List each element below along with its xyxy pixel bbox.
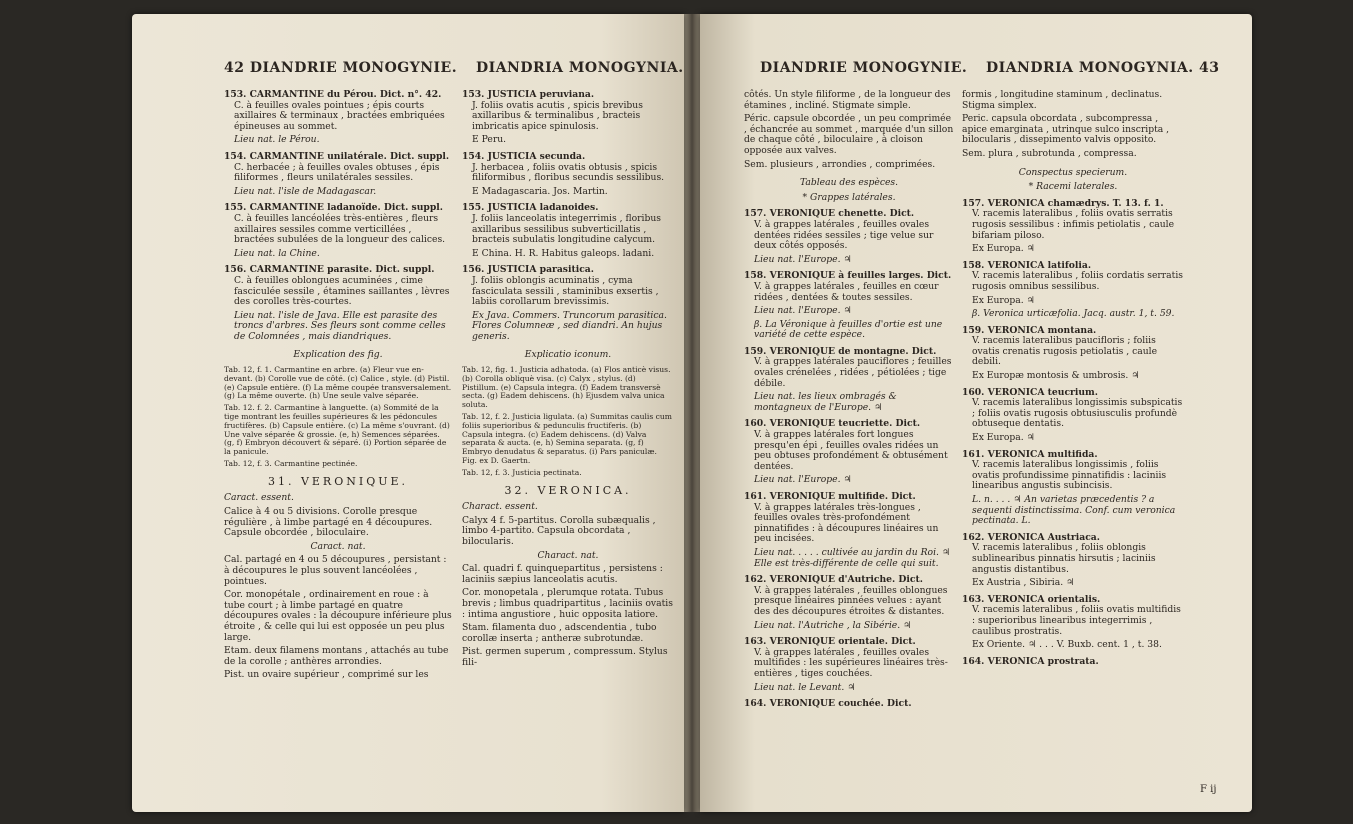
entry-habitat: E Peru. <box>472 134 507 146</box>
entry-description: V. racemis lateralibus longissimis subspicatis ; foliis ovatis rugosis obtusiusculis profundè obtuseque dentatis. <box>972 397 1183 430</box>
entry-description: V. à grappes latérales fort longues presqu'en épi , feuilles ovales ridées un peu obtuses profondément & obtusément dentées. <box>754 429 948 472</box>
entry-habitat: Ex Europa. ♃ <box>972 432 1035 444</box>
entry-variety: β. Veronica urticæfolia. Jacq. austr. 1, t. 59. <box>972 308 1175 320</box>
entry-habitat: Lieu nat. l'Europe. ♃ <box>754 305 852 317</box>
entry-habitat: Lieu nat. l'Europe. ♃ <box>754 474 852 486</box>
left-page-header-right: DIANDRIA MONOGYNIA. <box>476 60 684 76</box>
entry-habitat: Lieu nat. le Pérou. <box>234 134 320 146</box>
pistil-text: Pist. un ovaire supérieur , comprimé sur les <box>224 669 429 681</box>
figure-explanation: Tab. 12. f. 2. Carmantine à languette. (a) Sommité de la tige montrant les feuilles supérieures & les pédoncules fructifères. (b) Capsule entière. (c) La même s'ouvrant. (d) Une valve séparée & grossie. (e, h) Semences séparées. (g, f) Embryon découvert & séparé. (i) Portion séparée de la panicule. <box>224 403 450 457</box>
entry-heading: 158. VERONIQUE à feuilles larges. Dict. <box>744 270 952 282</box>
entry-heading: 155. CARMANTINE ladanoïde. Dict. suppl. <box>224 202 443 214</box>
pistil-continuation: côtés. Un style filiforme , de la longueur des étamines , incliné. Stigmate simple. <box>744 89 951 111</box>
entry-heading: 161. VERONICA multifida. <box>962 448 1098 460</box>
entry-description: V. à grappes latérales , feuilles ovales multifides : les supérieures linéaires très-entières , tiges couchées. <box>754 646 948 679</box>
entry-description: V. racemis lateralibus , foliis ovatis serratis rugosis sessilibus : infimis petiolatis , caule bifariam piloso. <box>972 208 1175 241</box>
entry-description: C. à feuilles lancéolées très-entières , fleurs axillaires sessiles comme verticillées , bractées subulées de la longueur des calices. <box>234 212 446 246</box>
entry-heading: 153. CARMANTINE du Pérou. Dict. n°. 42. <box>224 89 442 100</box>
species-table-title: Conspectus specierum. <box>1018 166 1128 178</box>
entry-description: C. à feuilles oblongues acuminées , cime fasciculée sessile , étamines saillantes , lèvres des corolles très-courtes. <box>234 274 450 308</box>
species-table-title: Tableau des espèces. <box>799 177 899 189</box>
entry-heading: 154. CARMANTINE unilatérale. Dict. suppl. <box>224 150 450 162</box>
entry-description: J. foliis ovatis acutis , spicis brevibus axillaribus & terminalibus , bracteis imbricatis apice spinulosis. <box>472 99 643 132</box>
species-entry <box>462 265 674 342</box>
entry-description: V. racemis lateralibus , foliis ovatis multifidis : superioribus linearibus integerrimis , caulibus prostratis. <box>972 604 1181 637</box>
stamens-text: Stam. filamenta duo , adscendentia , tubo corollæ inserta ; antheræ subrotundæ. <box>462 622 657 644</box>
entry-heading: 163. VERONICA orientalis. <box>962 593 1101 605</box>
right-page-header-left: DIANDRIE MONOGYNIE. <box>760 60 968 76</box>
pistil-text: Pist. germen superum , compressum. Stylus fili- <box>462 646 668 668</box>
character-label: Charact. essent. <box>462 501 538 513</box>
page-number: 42 <box>224 60 245 76</box>
seeds-text: Sem. plura , subrotunda , compressa. <box>962 147 1137 159</box>
figure-explanation: Tab. 12, fig. 1. Justicia adhatoda. (a) Flos anticè visus. (b) Corolla obliquè visa. (c) Calyx , stylus. (d) Pistillum. (e) Capsula integra. (f) Eadem transversè secta. (g) Eadem dehiscens. (h) Ejusdem valva unica soluta. <box>462 365 671 410</box>
entry-heading: 164. VERONIQUE couchée. Dict. <box>744 698 912 710</box>
figure-explanation: Tab. 12, f. 1. Carmantine en arbre. (a) Fleur vue en-devant. (b) Corolle vue de côté. (c) Calice , style. (d) Pistil. (e) Capsule entière. (f) La même coupée transversalement. (g) La même ouverte. (h) Une seule valve séparée. <box>224 365 452 401</box>
right-page-col-latin <box>962 90 1184 673</box>
calyx-text: Cal. partagé en 4 ou 5 découpures , persistant : à découpures le plus souvent lancéolées , pointues. <box>224 554 447 587</box>
entry-description: J. herbacea , foliis ovatis obtusis , spicis filiformibus , floribus secundis sessilibus. <box>472 161 665 184</box>
species-entry <box>962 595 1184 651</box>
species-entry <box>224 90 452 146</box>
entry-description: J. foliis oblongis acuminatis , cyma fasciculata sessili , staminibus exsertis , labiis corollarum brevissimis. <box>472 274 659 308</box>
entry-habitat: Ex Austria , Sibiria. ♃ <box>972 577 1075 589</box>
entry-heading: 163. VERONIQUE orientale. Dict. <box>744 636 916 648</box>
pistil-continuation: formis , longitudine staminum , declinatus. Stigma simplex. <box>962 89 1163 111</box>
pericarp-text: Peric. capsula obcordata , subcompressa , apice emarginata , utrinque sulco inscripta , bilocularis , dissepimento valvis opposito. <box>962 113 1170 146</box>
left-page-col-french <box>224 90 452 684</box>
seeds-text: Sem. plusieurs , arrondies , comprimées. <box>744 158 936 170</box>
entry-description: C. à feuilles ovales pointues ; épis courts axillaires & terminaux , bractées embriquées épineuses au sommet. <box>234 99 445 132</box>
pericarp-text: Péric. capsule obcordée , un peu comprimée , échancrée au sommet , marquée d'un sillon de chaque côté , biloculaire , à cloison opposée aux valves. <box>744 113 954 156</box>
entry-heading: 164. VERONICA prostrata. <box>962 655 1099 667</box>
entry-habitat: Lieu nat. l'Autriche , la Sibérie. ♃ <box>754 619 912 631</box>
entry-heading: 160. VERONICA teucrium. <box>962 386 1098 398</box>
entry-habitat: Lieu nat. la Chine. <box>234 247 320 259</box>
species-entry <box>962 450 1184 527</box>
species-entry <box>962 388 1184 444</box>
entry-description: V. à grappes latérales , feuilles oblongues presque linéaires pinnées velues : ayant des des découpures étroites & distantes. <box>754 584 948 617</box>
entry-description: V. racemis lateralibus paucifloris ; foliis ovatis crenatis rugosis petiolatis , caule debili. <box>972 335 1158 368</box>
entry-heading: 157. VERONICA chamædrys. T. 13. f. 1. <box>962 197 1164 209</box>
right-page <box>700 14 1252 812</box>
calyx-text: Cal. quadri f. quinquepartitus , persistens : laciniis sæpius lanceolatis acutis. <box>462 563 663 585</box>
species-entry <box>744 347 954 414</box>
corolla-text: Cor. monopetala , plerumque rotata. Tubus brevis ; limbus quadripartitus , laciniis ovatis : intima angustiore , huic opposita latiore. <box>462 587 673 620</box>
entry-habitat: Ex Oriente. ♃ . . . V. Buxb. cent. 1 , t. 38. <box>972 639 1162 651</box>
left-page-col-latin <box>462 90 674 672</box>
entry-habitat: Ex Europa. ♃ <box>972 294 1035 306</box>
character-text: Calice à 4 ou 5 divisions. Corolle presque régulière , à limbe partagé en 4 découpures. Capsule obcordée , biloculaire. <box>224 506 433 539</box>
entry-habitat: Lieu nat. l'isle de Java. Elle est parasite des troncs d'arbres. Ses fleurs sont comme celles de Colomnées , mais diandriques. <box>234 309 446 342</box>
entry-description: C. herbacée ; à feuilles ovales obtuses , épis filiformes , fleurs unilatérales sessiles. <box>234 161 440 184</box>
character-label: Caract. nat. <box>310 540 366 552</box>
species-entry <box>962 657 1184 668</box>
corolla-text: Cor. monopétale , ordinairement en roue : à tube court ; à limbe partagé en quatre découpures ovales : la découpure inférieure plus étroite , & celle qui lui est opposée un peu plus large. <box>224 589 452 643</box>
character-label: Caract. essent. <box>224 492 294 504</box>
species-entry <box>744 492 954 569</box>
header-title: DIANDRIA MONOGYNIA. <box>986 60 1194 76</box>
entry-habitat: Lieu nat. l'Europe. ♃ <box>754 253 852 265</box>
figure-explanation: Tab. 12, f. 3. Carmantine pectinée. <box>224 459 358 469</box>
entry-variety: β. La Véronique à feuilles d'ortie est une variété de cette espèce. <box>754 318 943 341</box>
genus-section-title: 32. VERONICA. <box>504 483 632 497</box>
subsection-title: * Grappes latérales. <box>802 191 896 203</box>
figure-explanation: Tab. 12, f. 3. Justicia pectinata. <box>462 467 582 477</box>
entry-heading: 156. JUSTICIA parasitica. <box>462 264 594 276</box>
species-entry <box>962 199 1184 255</box>
species-entry <box>744 575 954 631</box>
header-title: DIANDRIE MONOGYNIE. <box>249 60 458 76</box>
entry-heading: 156. CARMANTINE parasite. Dict. suppl. <box>224 264 435 276</box>
subsection-title: * Racemi laterales. <box>1028 181 1118 193</box>
species-entry <box>462 90 674 146</box>
entry-description: V. à grappes latérales , feuilles en cœur ridées , dentées & toutes sessiles. <box>754 280 939 303</box>
species-entry <box>744 419 954 486</box>
page-number: 43 <box>1199 60 1220 76</box>
entry-heading: 161. VERONIQUE multifide. Dict. <box>744 491 916 502</box>
entry-heading: 155. JUSTICIA ladanoides. <box>462 202 599 214</box>
entry-description: J. foliis lanceolatis integerrimis , floribus axillaribus sessilibus subverticillatis , bracteis subulatis longitudine calycum. <box>472 212 661 246</box>
species-entry <box>224 265 452 342</box>
entry-description: V. racemis lateralibus , foliis oblongis sublinearibus pinnatis hirsutis ; laciniis angustis distantibus. <box>972 542 1156 575</box>
left-page-header-left <box>224 60 457 76</box>
signature-mark: F ij <box>1200 784 1217 795</box>
right-page-header-right <box>986 60 1220 76</box>
entry-habitat: Ex Java. Commers. Truncorum parasitica. Flores Columneæ , sed diandri. An hujus generis. <box>472 309 667 342</box>
entry-habitat: Lieu nat. . . . . cultivée au jardin du Roi. ♃ Elle est très-différente de celle qui suit. <box>754 546 951 569</box>
figure-explanation: Tab. 12, f. 2. Justicia ligulata. (a) Summitas caulis cum foliis superioribus & pedunculis fructiferis. (b) Capsula integra. (c) Eadem dehiscens. (d) Valva separata & aucta. (e, h) Semina separata. (g, f) Embryo denudatus & separatus. (i) Pars paniculæ. Fig. ex D. Gaertn. <box>462 412 672 466</box>
entry-description: V. racemis lateralibus , foliis cordatis serratis rugosis omnibus sessilibus. <box>972 270 1184 292</box>
species-entry <box>962 326 1184 382</box>
entry-description: V. à grappes latérales très-longues , feuilles ovales très-profondément pinnatifides : à découpures linéaires un peu incisées. <box>754 501 939 545</box>
entry-habitat: Lieu nat. l'isle de Madagascar. <box>234 185 377 197</box>
species-entry <box>744 637 954 693</box>
entry-heading: 153. JUSTICIA peruviana. <box>462 89 595 100</box>
entry-description: V. racemis lateralibus longissimis , foliis ovatis profundissime pinnatifidis : laciniis linearibus angustis subincisis. <box>972 459 1167 492</box>
book-gutter <box>684 14 700 812</box>
species-entry <box>744 271 954 341</box>
right-page-col-french <box>744 90 954 716</box>
entry-habitat: Ex Europa. ♃ <box>972 243 1035 255</box>
entry-habitat: Lieu nat. le Levant. ♃ <box>754 681 856 693</box>
entry-habitat: Ex Europæ montosis & umbrosis. ♃ <box>972 370 1140 382</box>
entry-heading: 159. VERONIQUE de montagne. Dict. <box>744 345 937 357</box>
species-entry <box>744 209 954 265</box>
entry-habitat: E Madagascaria. Jos. Martin. <box>472 185 608 197</box>
species-entry <box>224 203 452 259</box>
entry-heading: 159. VERONICA montana. <box>962 324 1097 336</box>
species-entry <box>462 152 674 197</box>
genus-section-title: 31. VERONIQUE. <box>267 474 409 488</box>
figure-explanation-title: Explicatio iconum. <box>524 349 612 361</box>
entry-habitat: L. n. . . . ♃ An varietas præcedentis ? a sequenti distinctissima. Conf. cum veronica pectinata. L. <box>972 494 1176 527</box>
character-text: Calyx 4 f. 5-partitus. Corolla subæqualis , limbo 4-partito. Capsula obcordata , bilocularis. <box>462 514 656 547</box>
entry-description: V. à grappes latérales , feuilles ovales dentées ridées sessiles ; tige velue sur deux côtés opposés. <box>754 218 934 252</box>
species-entry <box>962 533 1184 589</box>
species-entry <box>744 699 954 710</box>
character-label: Charact. nat. <box>537 549 599 561</box>
entry-habitat: Lieu nat. les lieux ombragés & montagneux de l'Europe. ♃ <box>754 391 897 413</box>
entry-heading: 160. VERONIQUE teucriette. Dict. <box>744 418 921 430</box>
stamens-text: Etam. deux filamens montans , attachés au tube de la corolle ; anthères arrondies. <box>224 645 449 667</box>
figure-explanation-title: Explication des fig. <box>293 349 383 361</box>
entry-heading: 162. VERONICA Austriaca. <box>962 531 1100 543</box>
entry-heading: 157. VERONIQUE chenette. Dict. <box>744 208 915 220</box>
entry-habitat: E China. H. R. Habitus galeops. ladani. <box>472 247 655 259</box>
species-entry <box>962 261 1184 320</box>
species-entry <box>224 152 452 197</box>
species-entry <box>462 203 674 259</box>
entry-heading: 154. JUSTICIA secunda. <box>462 150 586 162</box>
entry-heading: 158. VERONICA latifolia. <box>962 259 1092 271</box>
entry-description: V. à grappes latérales pauciflores ; feuilles ovales crénelées , ridées , pétiolées ; tige débile. <box>754 356 952 389</box>
left-page <box>132 14 684 812</box>
entry-heading: 162. VERONIQUE d'Autriche. Dict. <box>744 574 923 586</box>
